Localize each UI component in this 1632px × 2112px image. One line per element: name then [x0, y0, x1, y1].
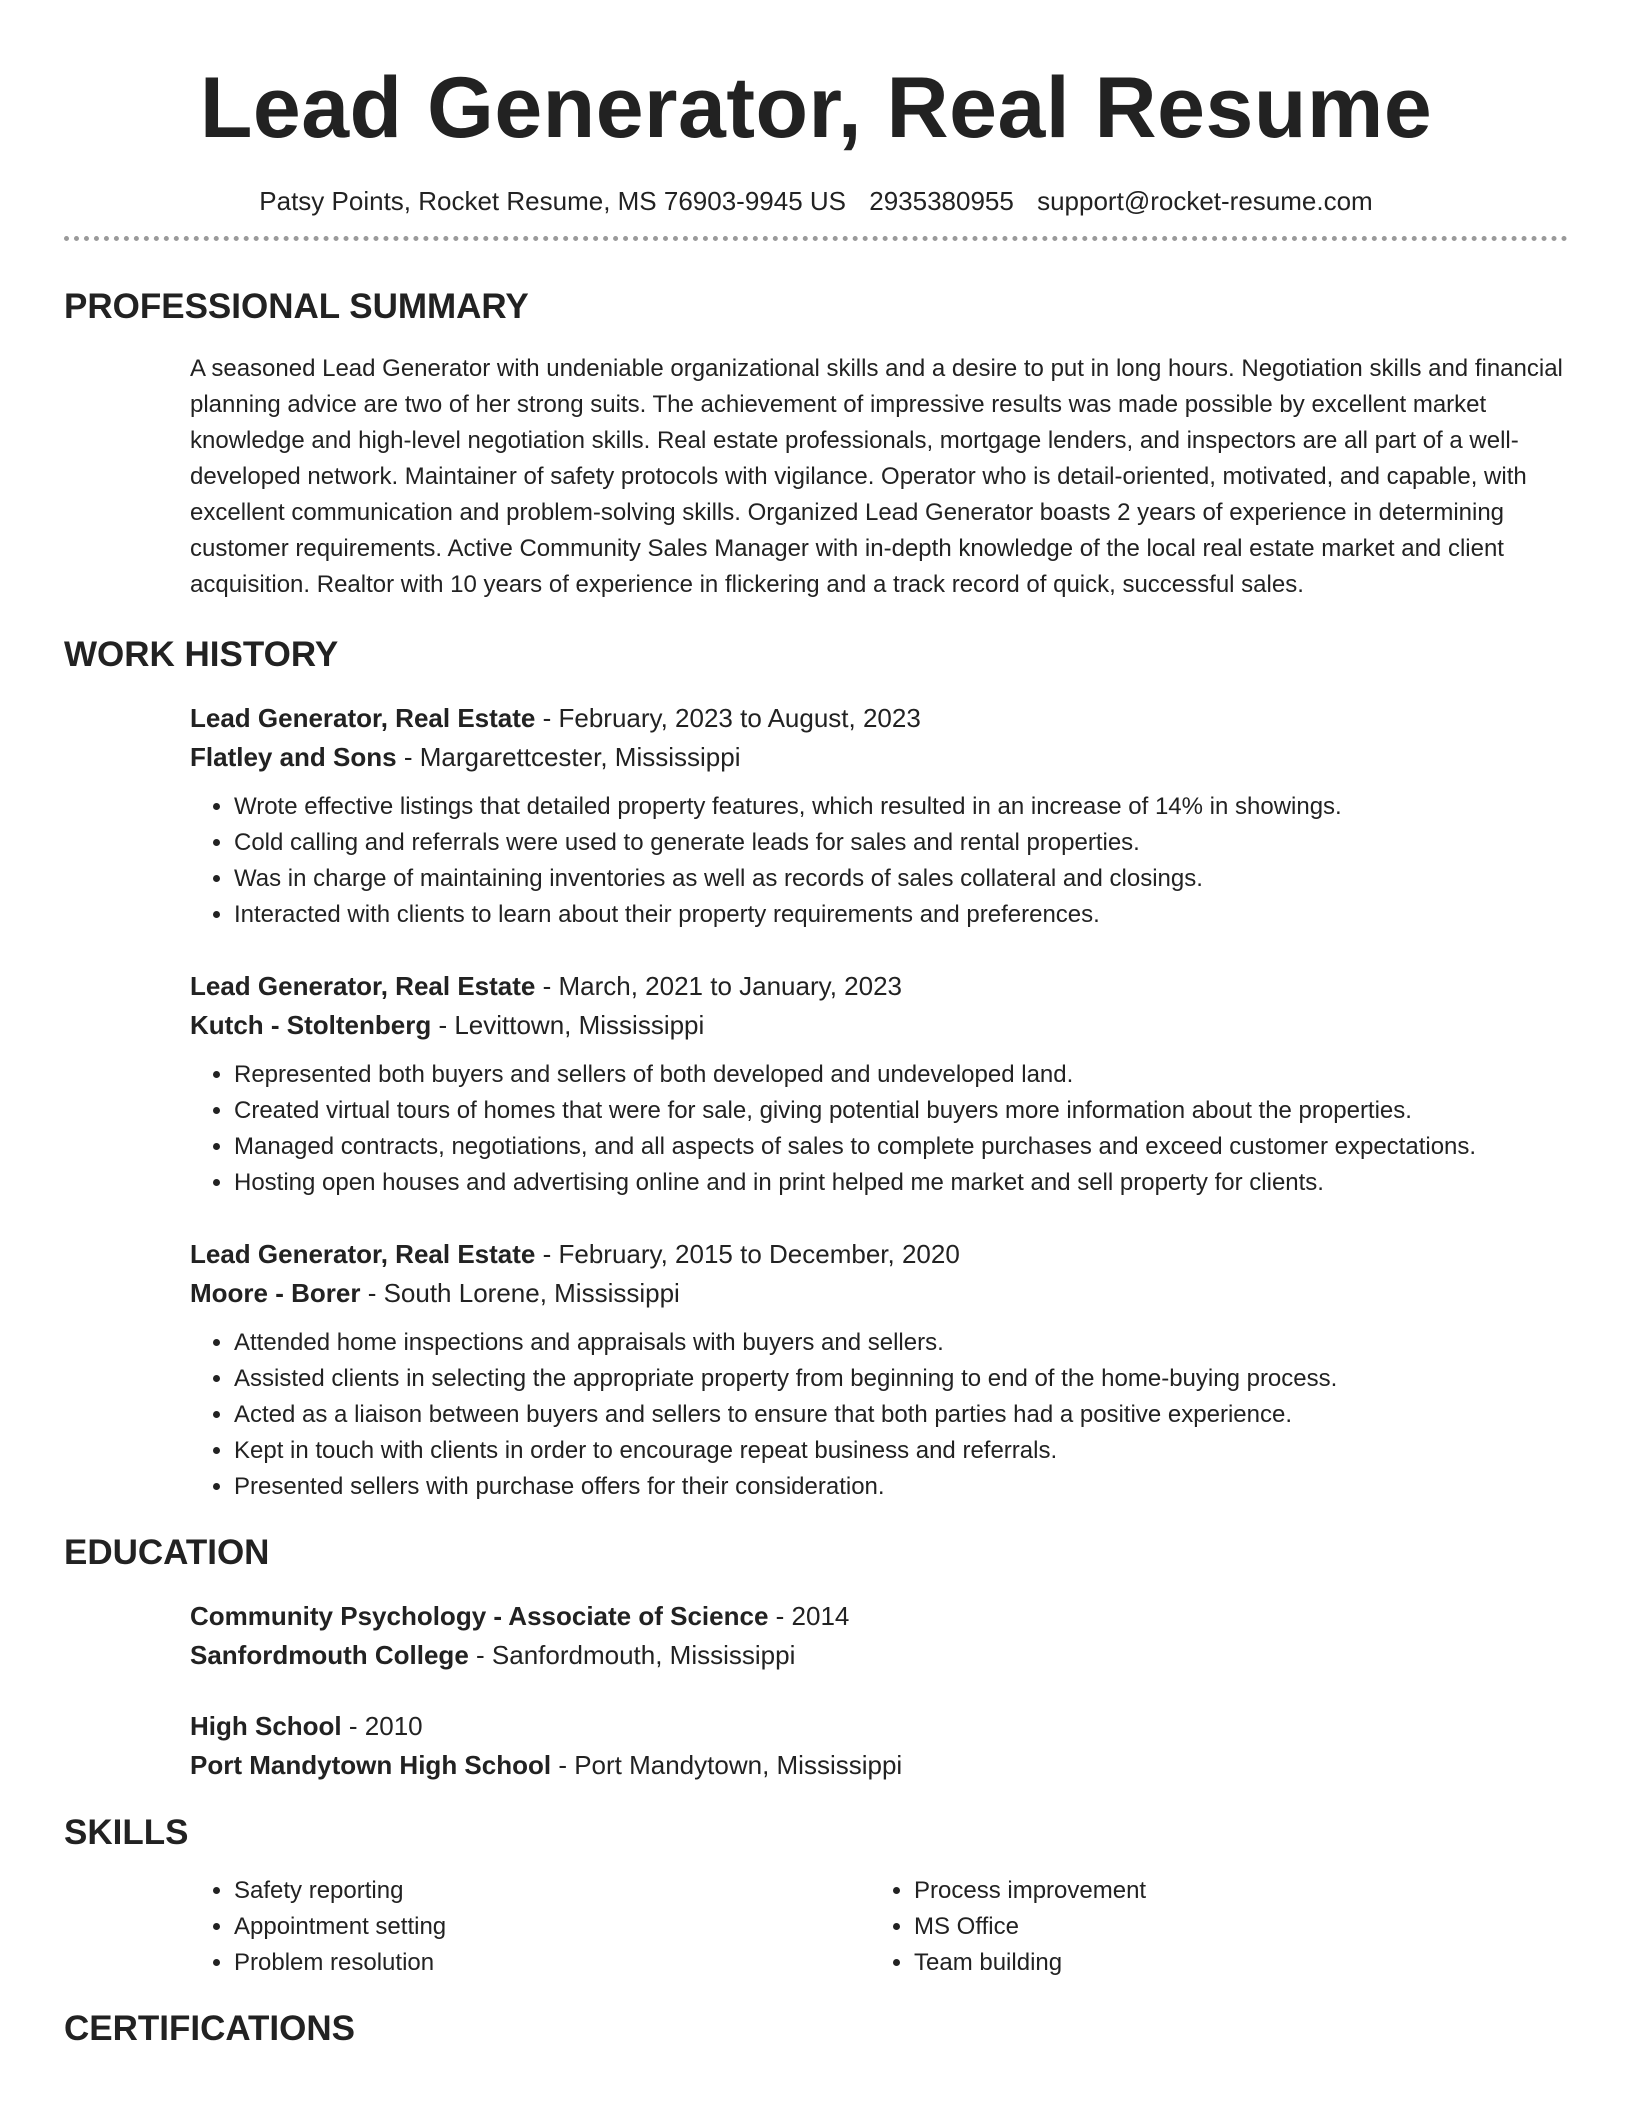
job-title-line [190, 1235, 1568, 1274]
education-year: - 2014 [768, 1601, 850, 1631]
education-degree: High School [190, 1711, 342, 1741]
job-company: Flatley and Sons [190, 742, 397, 772]
job-location: - South Lorene, Mississippi [360, 1278, 680, 1308]
skills-columns [190, 1873, 1568, 1981]
job-dates: - February, 2023 to August, 2023 [535, 703, 921, 733]
job-bullets [190, 1325, 1568, 1505]
job-dates: - February, 2015 to December, 2020 [535, 1239, 960, 1269]
header-divider [64, 236, 1568, 241]
summary-heading: PROFESSIONAL SUMMARY [64, 287, 529, 326]
contact-email: support@rocket-resume.com [1037, 186, 1373, 216]
job-bullet: • Assisted clients in selecting the appropriate property from beginning to end of the home-buying process. [234, 1361, 1568, 1397]
job-company: Moore - Borer [190, 1278, 361, 1308]
job-company-line [190, 738, 1568, 777]
job-location: - Levittown, Mississippi [431, 1010, 705, 1040]
education-degree: Community Psychology - Associate of Science [190, 1601, 769, 1631]
job-bullet: • Was in charge of maintaining inventories as well as records of sales collateral and closings. [234, 861, 1568, 897]
job-dates: - March, 2021 to January, 2023 [535, 971, 902, 1001]
skill-item: • Appointment setting [234, 1909, 870, 1945]
education-degree-line [190, 1707, 1568, 1746]
job-bullet: • Managed contracts, negotiations, and all aspects of sales to complete purchases and exceed customer expectations. [234, 1129, 1568, 1165]
skill-item: • Problem resolution [234, 1945, 870, 1981]
work-history-heading: WORK HISTORY [64, 635, 339, 674]
job-entry [190, 967, 1568, 1201]
education-entry [190, 1707, 1568, 1785]
certifications-heading: CERTIFICATIONS [64, 2009, 356, 2048]
job-title-line [190, 699, 1568, 738]
skills-heading: SKILLS [64, 1813, 189, 1852]
job-bullet: • Hosting open houses and advertising online and in print helped me market and sell property for clients. [234, 1165, 1568, 1201]
job-bullet: • Wrote effective listings that detailed property features, which resulted in an increase of 14% in showings. [234, 789, 1568, 825]
job-entry [190, 699, 1568, 933]
job-bullet: • Attended home inspections and appraisals with buyers and sellers. [234, 1325, 1568, 1361]
skill-item: • Process improvement [914, 1873, 1514, 1909]
education-school-line [190, 1746, 1568, 1785]
education-location: - Port Mandytown, Mississippi [551, 1750, 903, 1780]
job-bullet: • Cold calling and referrals were used to generate leads for sales and rental properties. [234, 825, 1568, 861]
skills-right-list [870, 1873, 1514, 1981]
education-school-line [190, 1636, 1568, 1675]
education-degree-line [190, 1597, 1568, 1636]
job-company-line [190, 1006, 1568, 1045]
resume-title: Lead Generator, Real Resume [199, 60, 1433, 156]
job-bullets [190, 1057, 1568, 1201]
job-bullet: • Kept in touch with clients in order to encourage repeat business and referrals. [234, 1433, 1568, 1469]
education-school: Port Mandytown High School [190, 1750, 552, 1780]
education-year: - 2010 [341, 1711, 423, 1741]
education-entry [190, 1597, 1568, 1675]
job-bullet: • Represented both buyers and sellers of both developed and undeveloped land. [234, 1057, 1568, 1093]
job-location: - Margarettcester, Mississippi [396, 742, 741, 772]
job-title-line [190, 967, 1568, 1006]
job-company: Kutch - Stoltenberg [190, 1010, 432, 1040]
education-school: Sanfordmouth College [190, 1640, 469, 1670]
skill-item: • Safety reporting [234, 1873, 870, 1909]
skills-left-list [190, 1873, 870, 1981]
resume-page [64, 0, 1568, 2051]
job-entry [190, 1235, 1568, 1505]
job-bullet: • Presented sellers with purchase offers for their consideration. [234, 1469, 1568, 1505]
summary-text: A seasoned Lead Generator with undeniable organizational skills and a desire to put in long hours. Negotiation skills and financial planning advice are two of her strong suits. The achievement of impressive results was made possible by excellent market knowledge and high-level negotiation skills. Real estate professionals, mortgage lenders, and inspectors are all part of a well-developed network. Maintainer of safety protocols with vigilance. Operator who is detail-oriented, motivated, and capable, with excellent communication and problem-solving skills. Organized Lead Generator boasts 2 years of experience in determining customer requirements. Active Community Sales Manager with in-depth knowledge of the local real estate market and client acquisition. Realtor with 10 years of experience in flickering and a track record of quick, successful sales. [190, 355, 1563, 598]
skill-item: • MS Office [914, 1909, 1514, 1945]
contact-line [64, 184, 1568, 218]
contact-phone: 2935380955 [869, 186, 1014, 216]
job-bullets [190, 789, 1568, 933]
job-bullet: • Acted as a liaison between buyers and sellers to ensure that both parties had a positive experience. [234, 1397, 1568, 1433]
job-role: Lead Generator, Real Estate [190, 971, 536, 1001]
job-role: Lead Generator, Real Estate [190, 703, 536, 733]
job-bullet: • Interacted with clients to learn about their property requirements and preferences. [234, 897, 1568, 933]
skill-item: • Team building [914, 1945, 1514, 1981]
education-heading: EDUCATION [64, 1533, 270, 1572]
job-company-line [190, 1274, 1568, 1313]
contact-address: Patsy Points, Rocket Resume, MS 76903-9945 US [259, 186, 847, 216]
education-location: - Sanfordmouth, Mississippi [468, 1640, 796, 1670]
job-role: Lead Generator, Real Estate [190, 1239, 536, 1269]
job-bullet: • Created virtual tours of homes that were for sale, giving potential buyers more information about the properties. [234, 1093, 1568, 1129]
